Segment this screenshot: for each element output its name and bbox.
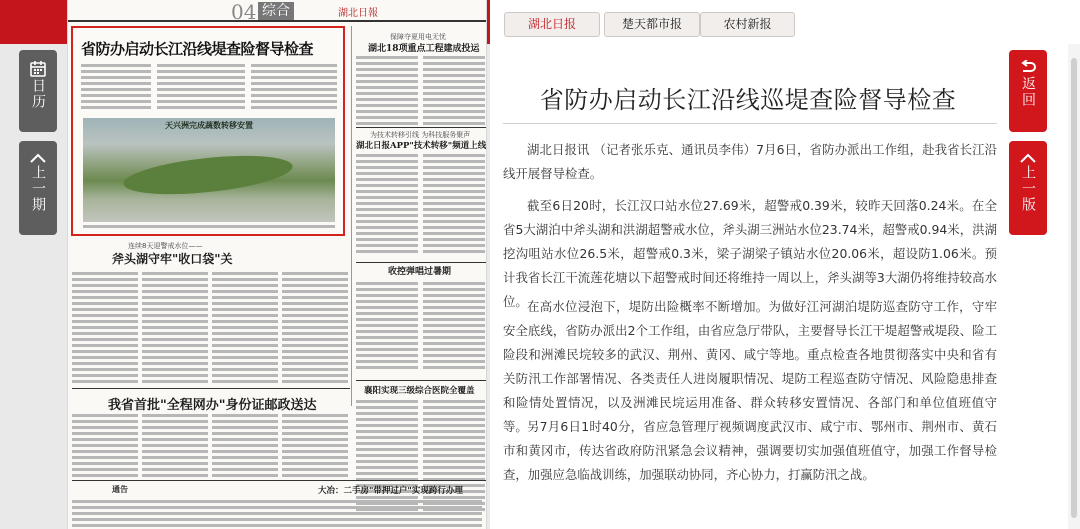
article-headline[interactable]: 湖北日报APP"技术转移"频道上线: [356, 141, 487, 151]
text-column: [356, 282, 418, 372]
selected-article-area[interactable]: [71, 26, 345, 236]
text-column: [212, 414, 278, 480]
text-column: [282, 414, 348, 480]
masthead-logo: 湖北日報: [338, 8, 378, 19]
text-column: [356, 154, 418, 256]
article-headline[interactable]: 通告: [112, 484, 128, 494]
text-column: [251, 64, 337, 112]
section-rule: [356, 380, 486, 381]
text-column: [142, 272, 208, 386]
section-rule: [72, 388, 350, 389]
text-column: [142, 414, 208, 480]
calendar-button[interactable]: [19, 50, 57, 132]
island-shape: [122, 149, 295, 201]
text-column: [81, 64, 151, 112]
selected-article-headline: 省防办启动长江沿线堤查险督导检查: [81, 40, 314, 58]
scrollbar-thumb[interactable]: [1071, 58, 1077, 518]
text-column: [72, 414, 138, 480]
prev-issue-label: 上一期: [30, 165, 46, 213]
chevron-up-icon: [1019, 151, 1037, 165]
article-kicker: 为技术转移引线 为科技服务聚声: [370, 131, 471, 139]
text-column: [423, 282, 485, 372]
column-divider: [351, 26, 352, 406]
caption-lines: [83, 225, 335, 231]
prev-page-button[interactable]: [1009, 141, 1047, 235]
page-header: [68, 0, 487, 22]
article-headline[interactable]: 收控弹唱过暑期: [388, 267, 452, 277]
article-paragraph: 另7月6日1时40分，省应急管理厅视频调度武汉市、咸宁市、鄂州市、荆州市、黄石市和黄冈市，传达省政府防汛紧急会议精神，强调要切实加强值班值守，加强工作督导检查，加强应急临战训练，加强联动协同，齐心协力，打赢防汛之战。: [503, 419, 997, 482]
text-column: [157, 64, 245, 112]
page-number: 04: [231, 0, 257, 24]
article-headline[interactable]: 斧头湖守牢"收口袋"关: [112, 252, 233, 266]
article-paragraph: 截至6日20时，长江汉口站水位27.69米，超警戒0.39米，较昨天回落0.24米。在全省5大湖泊中斧头湖和洪湖超警戒水位，斧头湖三洲站水位23.74米，超警戒0.94米，洪湖挖沟咀站水位26.5米，超警戒0.3米，梁子湖梁子镇站水位20.06米，超设防1.06米。预计我省长江干流莲花塘以下超警戒时间还将维持一周以上，斧头湖等3大湖仍将维持较高水位。: [503, 198, 997, 309]
text-column: [72, 272, 138, 386]
tab-rural-news[interactable]: 农村新报: [700, 12, 795, 37]
photo-caption: 天兴洲完成蔬数转移安置: [165, 121, 253, 130]
article-kicker: 保障夺夏用电无忧: [390, 33, 446, 41]
article-title: 省防办启动长江沿线巡堤查险督导检查: [539, 86, 957, 114]
calendar-label: 日历: [30, 78, 46, 110]
article-paragraph: 在高水位浸泡下，堤防出险概率不断增加。为做好江河湖泊堤防巡查防守工作，守牢安全底线，省防办派出2个工作组，由省应急厅带队，主要督导长江干堤超警戒堤段、险工险段和洲滩民垸较多的武汉、荆州、黄冈、咸宁等地。重点检查各地贯彻落实中央和省有关防汛工作部署情况、各类责任人进岗履职情况、堤防工程巡查防守情况、风险隐患排查和险情处置情况，以及洲滩民垸运用准备、群众转移安置情况、各部门和单位值班值守等。: [503, 299, 997, 434]
text-column: [72, 500, 482, 529]
prev-page-label: 上一版: [1020, 165, 1036, 213]
news-photo: [83, 118, 335, 222]
text-column: [282, 272, 348, 386]
tab-chutian-metro[interactable]: 楚天都市报: [604, 12, 700, 37]
prev-issue-button[interactable]: [19, 141, 57, 235]
title-divider: [503, 123, 997, 124]
tab-hubei-daily[interactable]: 湖北日报: [504, 12, 600, 37]
text-column: [423, 400, 485, 514]
calendar-icon: [29, 60, 47, 78]
article-headline[interactable]: 襄阳实现三级综合医院全覆盖: [364, 386, 475, 396]
text-column: [212, 272, 278, 386]
section-rule: [72, 480, 486, 481]
back-button[interactable]: [1009, 50, 1047, 132]
text-column: [356, 400, 418, 514]
return-icon: [1019, 60, 1037, 76]
article-headline[interactable]: 湖北18项重点工程建成投运: [368, 44, 480, 54]
article-headline[interactable]: 大冶：二手房"带押过户"实现跨行办理: [318, 486, 463, 496]
article-kicker: 连续8天迎警戒水位——: [128, 242, 203, 250]
newspaper-page[interactable]: [67, 0, 487, 529]
section-rule: [356, 262, 486, 263]
chevron-up-icon: [29, 151, 47, 165]
text-column: [423, 154, 485, 256]
text-column: [356, 56, 418, 128]
section-rule: [356, 127, 486, 128]
text-column: [423, 56, 485, 128]
back-label: 返回: [1020, 76, 1036, 108]
article-headline[interactable]: 我省首批"全程网办"身份证邮政送达: [108, 398, 317, 413]
article-paragraph: 湖北日报讯 （记者张乐克、通讯员李伟）7月6日，省防办派出工作组，赴我省长江沿线开展督导检查。: [503, 142, 997, 181]
page-section: 综合: [258, 2, 294, 20]
